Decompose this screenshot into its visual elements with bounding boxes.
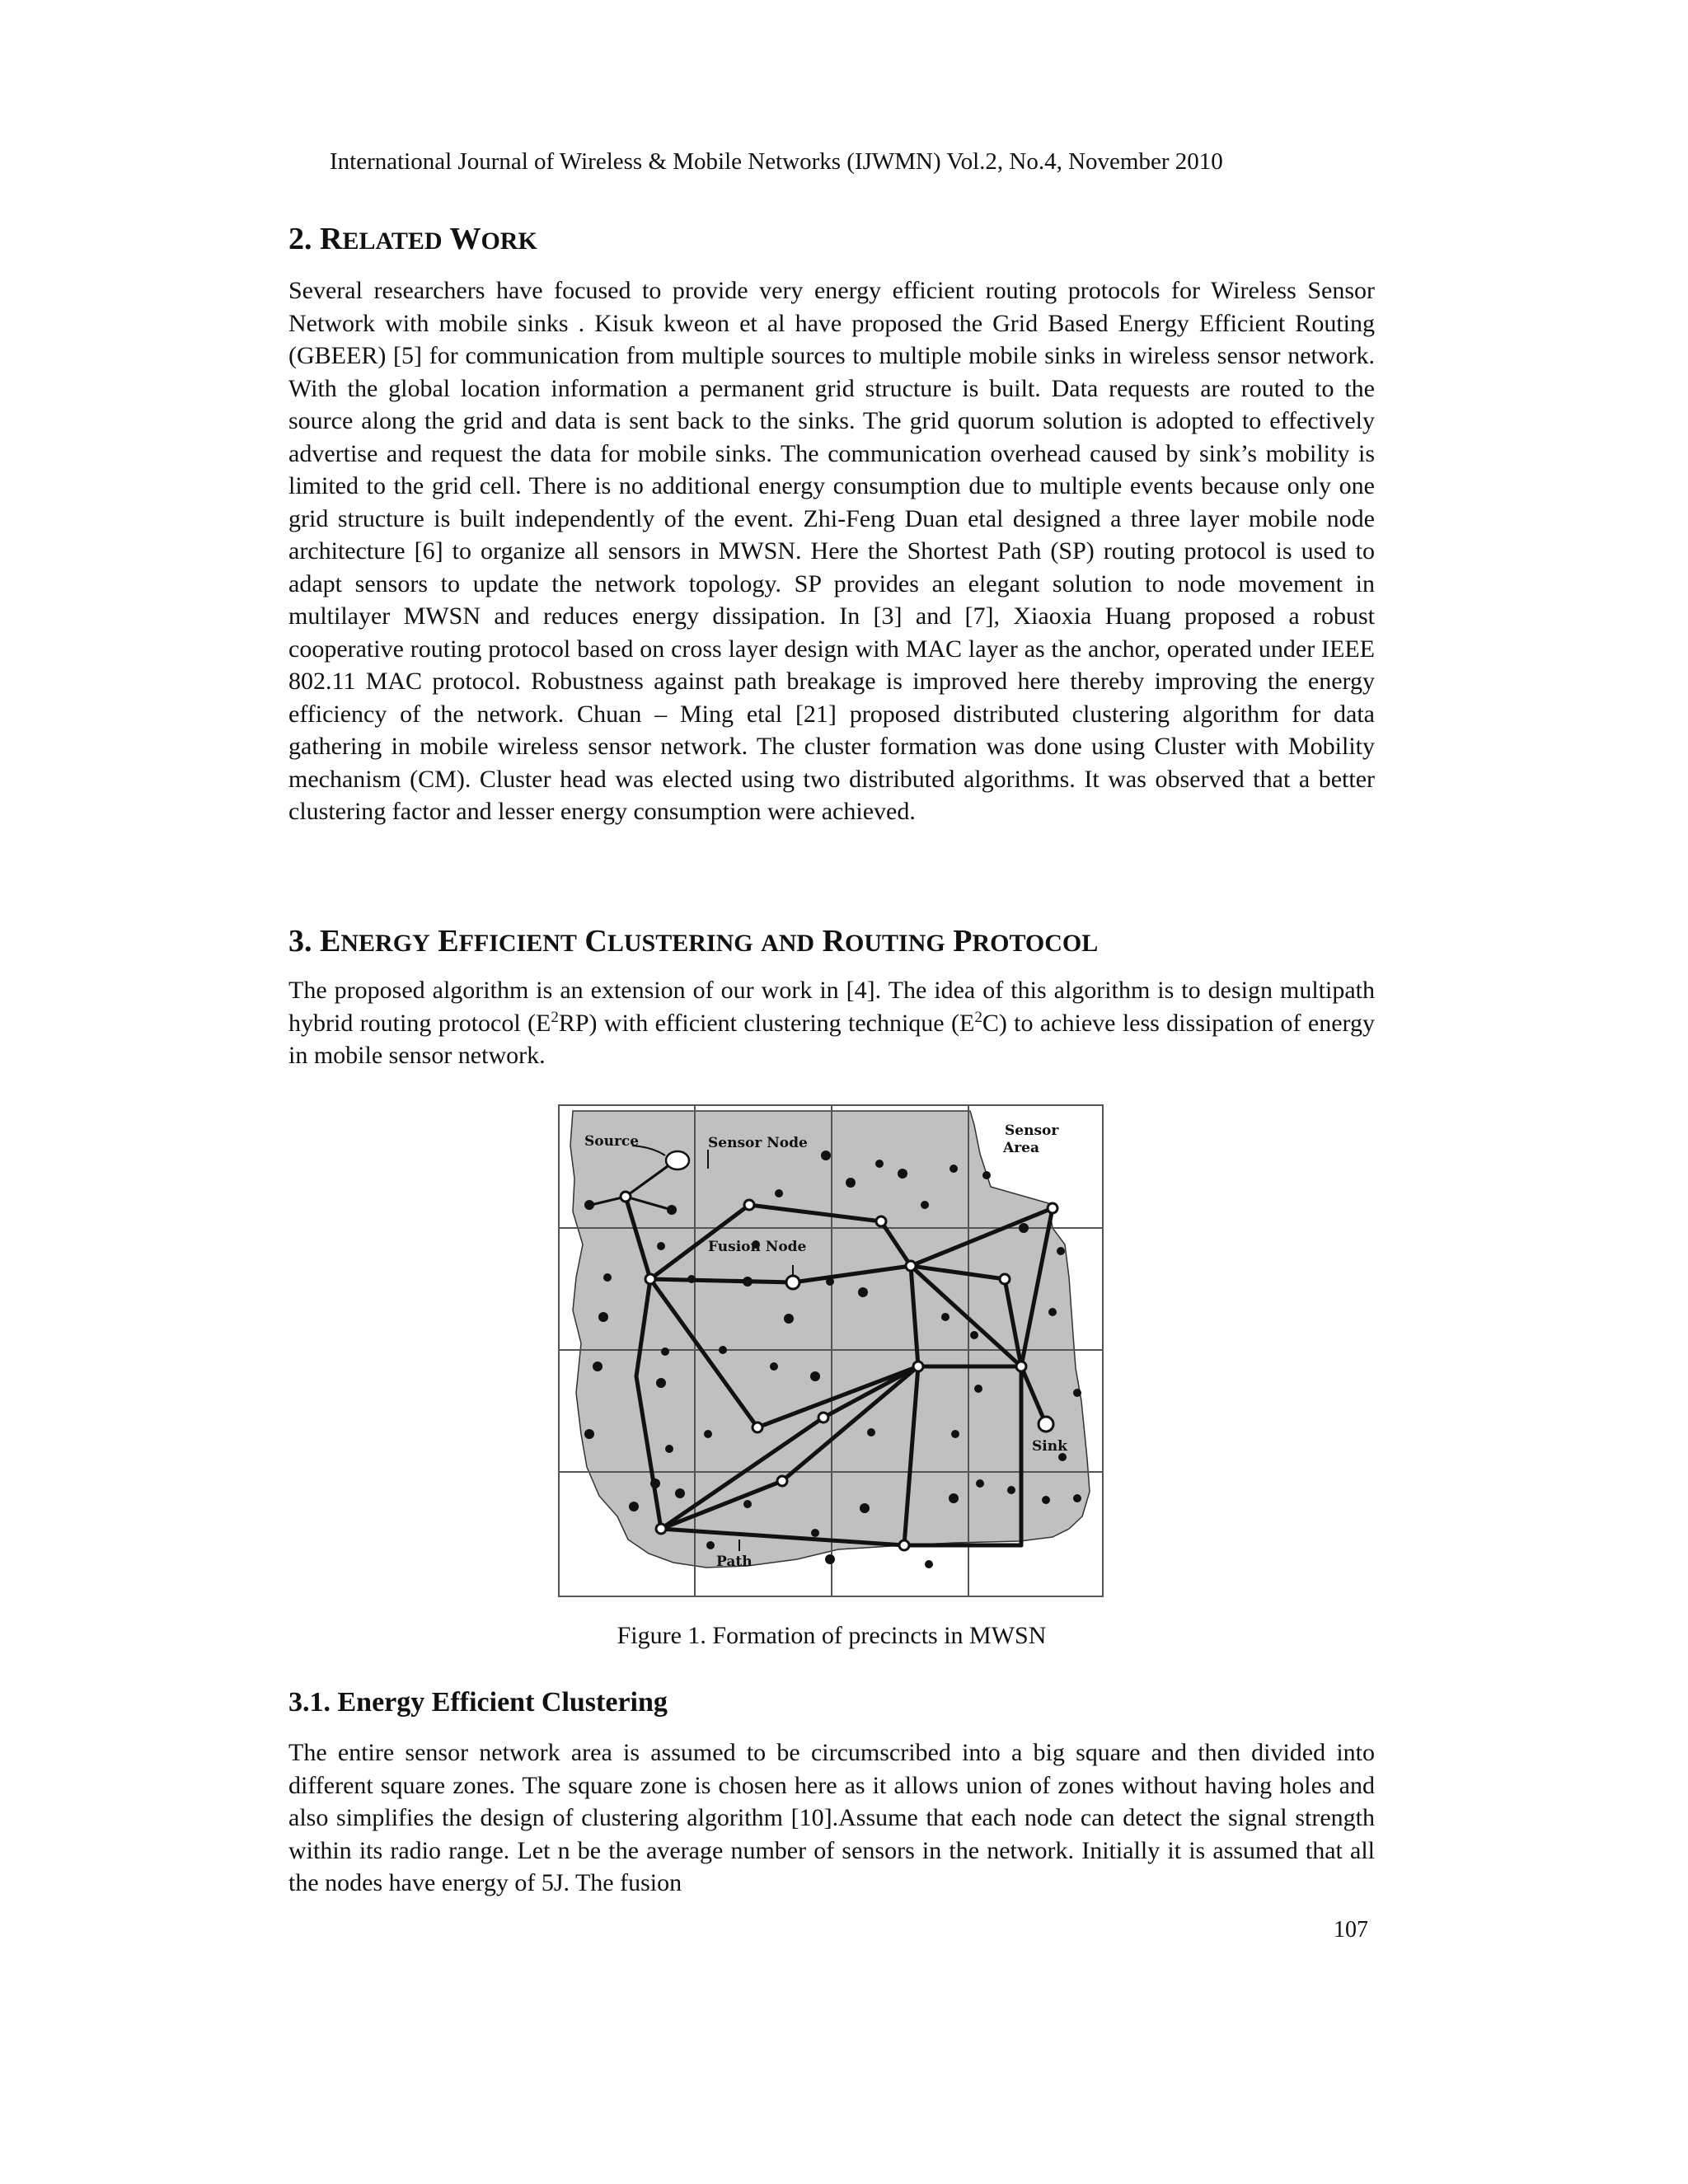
- label-fusion-node: Fusion Node: [708, 1239, 807, 1255]
- label-sink: Sink: [1032, 1438, 1067, 1455]
- figure-mwsn-precincts: [558, 1104, 1104, 1597]
- mwsn-diagram: [558, 1104, 1104, 1597]
- source-node: [666, 1151, 689, 1169]
- label-path: Path: [716, 1554, 753, 1570]
- label-sensor: Sensor: [1005, 1122, 1059, 1139]
- protocol-paragraph: The proposed algorithm is an extension of our work in [4]. The idea of this algorithm is to design multipath hybrid routing protocol $(E^2RP)$ with efficient clustering technique $(E^2C)$ to achieve less dissipation of energy in mobile sensor network.: [288, 977, 1375, 1069]
- page-number: 107: [1334, 1917, 1368, 1943]
- label-area: Area: [1003, 1140, 1039, 1156]
- figure-caption: Figure 1. Formation of precincts in MWSN: [617, 1622, 1047, 1649]
- subsection-heading-clustering: 3.1. Energy Efficient Clustering: [288, 1687, 668, 1718]
- section-heading-protocol: 3. ENERGY EFFICIENT CLUSTERING AND ROUTING PROTOCOL: [288, 924, 1099, 958]
- clustering-paragraph: The entire sensor network area is assumed to be circumscribed into a big square and then divided into different square zones. The square zone is chosen here as it allows union of zones without having holes and also simplifies the design of clustering algorithm [10].Assume that each node can detect the signal strength within its radio range. Let n be the average number of sensors in the network. Initially it is assumed that all the nodes have energy of 5J. The fusion: [288, 1739, 1375, 1896]
- related-work-paragraph: Several researchers have focused to provide very energy efficient routing protocols for Wireless Sensor Network with mobile sinks . Kisuk kweon et al have proposed the Grid Based Energy Efficient Routing (GBEER) [5] for communication from multiple sources to multiple mobile sinks in wireless sensor network. With the global location information a permanent grid structure is built. Data requests are routed to the source along the grid and data is sent back to the sinks. The grid quorum solution is adopted to effectively advertise and request the data for mobile sinks. The communication overhead caused by sink’s mobility is limited to the grid cell. There is no additional energy consumption due to multiple events because only one grid structure is built independently of the event. Zhi-Feng Duan etal designed a three layer mobile node architecture [6] to organize all sensors in MWSN. Here the Shortest Path (SP) routing protocol is used to adapt sensors to update the network topology. SP provides an elegant solution to node movement in multilayer MWSN and reduces energy dissipation. In [3] and [7], Xiaoxia Huang proposed a robust cooperative routing protocol based on cross layer design with MAC layer as the anchor, operated under IEEE 802.11 MAC protocol. Robustness against path breakage is improved here thereby improving the energy efficiency of the network. Chuan – Ming etal [21] proposed distributed clustering algorithm for data gathering in mobile wireless sensor network. The cluster formation was done using Cluster with Mobility mechanism (CM). Cluster head was elected using two distributed algorithms. It was observed that a better clustering factor and lesser energy consumption were achieved.: [288, 277, 1375, 825]
- label-sensor-node: Sensor Node: [708, 1135, 808, 1151]
- running-head: International Journal of Wireless & Mobile Networks (IJWMN) Vol.2, No.4, November 2010: [330, 148, 1223, 175]
- label-source: Source: [584, 1133, 640, 1150]
- section-heading-related-work: 2. RELATED WORK: [288, 222, 537, 256]
